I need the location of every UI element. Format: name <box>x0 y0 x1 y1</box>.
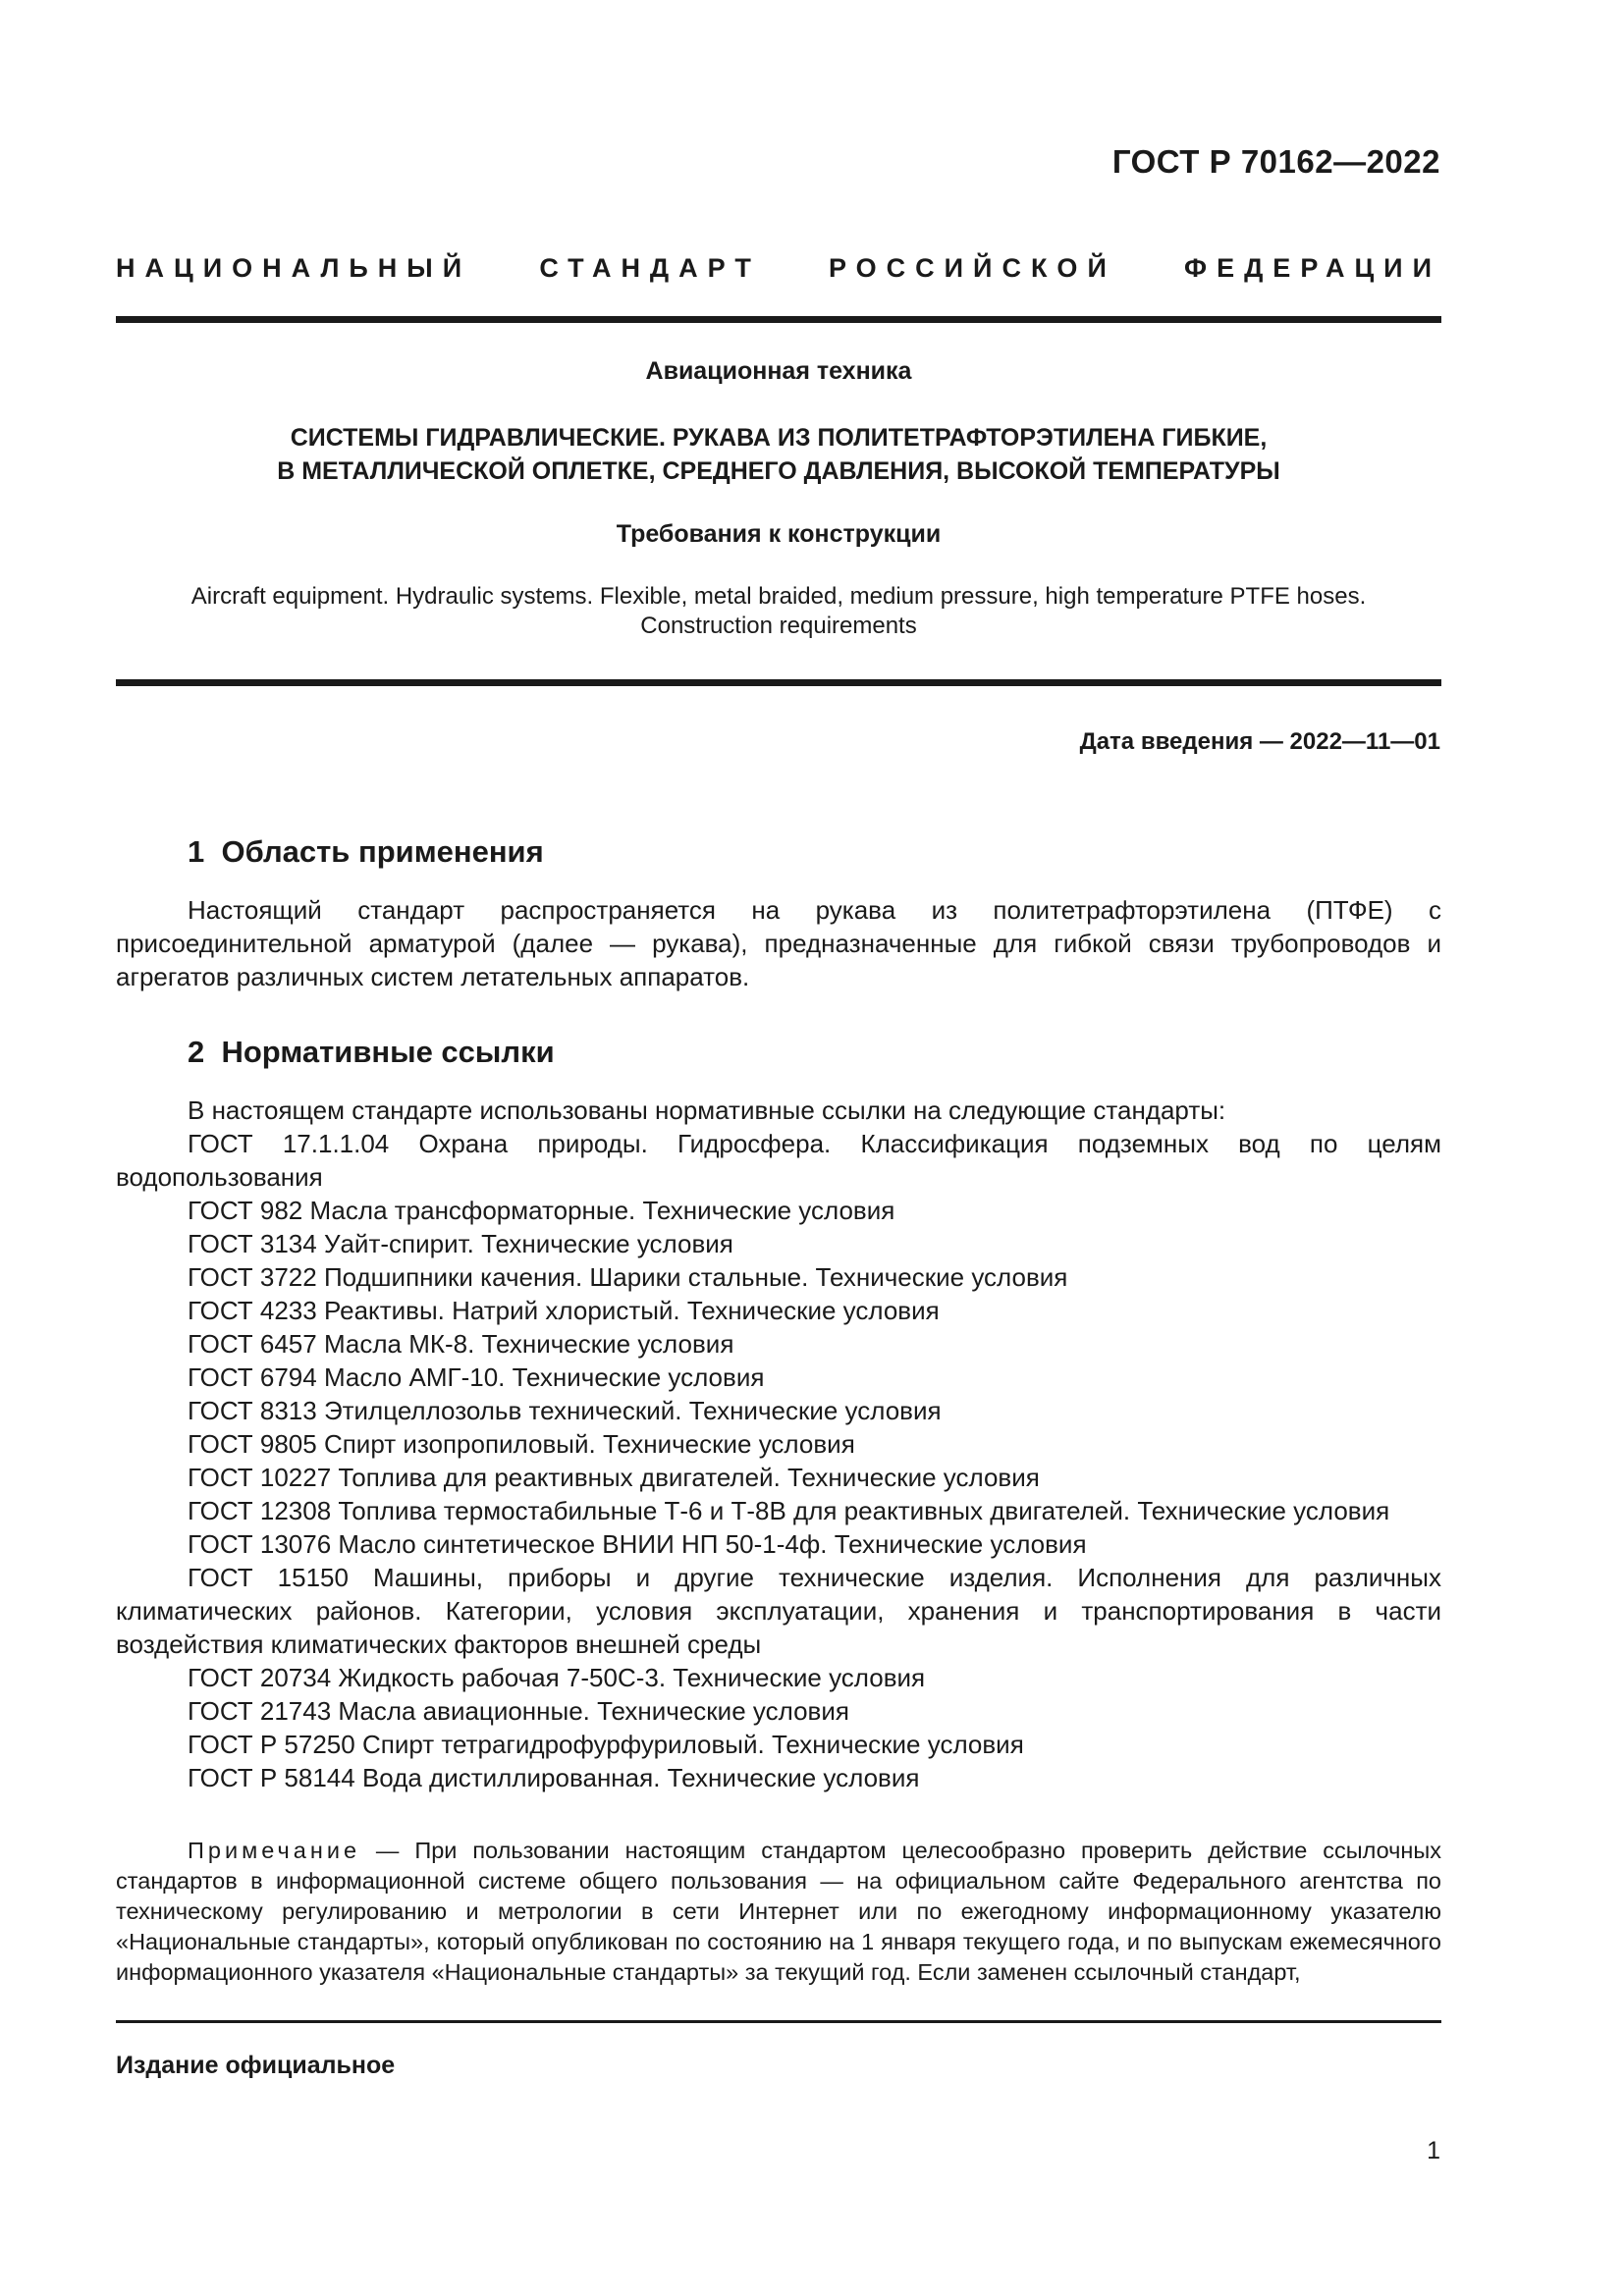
top-rule <box>116 316 1441 323</box>
page-number: 1 <box>1427 2137 1440 2164</box>
references-container <box>116 1127 1441 1794</box>
reference-code: ГОСТ 8313 <box>188 1396 317 1425</box>
note-paragraph <box>116 1836 1441 1988</box>
reference-item <box>116 1694 1441 1728</box>
reference-title: Масла МК-8. Технические условия <box>323 1329 734 1359</box>
reference-item <box>116 1527 1441 1561</box>
title-bottom-rule <box>116 679 1441 686</box>
reference-code: ГОСТ 6457 <box>188 1329 317 1359</box>
reference-item <box>116 1294 1441 1327</box>
document-title-line-1: СИСТЕМЫ ГИДРАВЛИЧЕСКИЕ. РУКАВА ИЗ ПОЛИТЕТРАФТОРЭТИЛЕНА ГИБКИЕ, <box>290 424 1268 452</box>
reference-code: ГОСТ Р 58144 <box>188 1763 355 1792</box>
reference-item <box>116 1461 1441 1494</box>
reference-item <box>116 1194 1441 1227</box>
reference-item <box>116 1227 1441 1260</box>
section-1-body <box>116 893 1441 993</box>
reference-code: ГОСТ 13076 <box>188 1529 332 1559</box>
document-subtitle: Требования к конструкции <box>616 520 942 548</box>
reference-title: Вода дистиллированная. Технические условия <box>361 1763 920 1792</box>
reference-title: Спирт тетрагидрофурфуриловый. Технические условия <box>361 1730 1024 1759</box>
footer-rule <box>116 2020 1441 2023</box>
reference-item <box>116 1260 1441 1294</box>
reference-code: ГОСТ 12308 <box>188 1496 332 1525</box>
reference-item <box>116 1561 1441 1661</box>
reference-item <box>116 1661 1441 1694</box>
reference-item <box>116 1494 1441 1527</box>
reference-title: Охрана природы. Гидросфера. Классификация подземных вод по целям водопользования <box>116 1129 1441 1192</box>
note-text: — При пользовании настоящим стандартом целесообразно проверить действие ссылочных стандартов в информационной системе общего пользования — на официальном сайте Федерального агентства по техническому регулированию и метрологии в сети Интернет или по ежегодному информационному указателю «Национальные стандарты», который опубликован по состоянию на 1 января текущего года, и по выпускам ежемесячного информационного указателя «Национальные стандарты» за текущий год. Если заменен ссылочный стандарт, <box>116 1838 1441 1985</box>
reference-item <box>116 1327 1441 1361</box>
reference-title: Машины, приборы и другие технические изделия. Исполнения для различных климатических районов. Категории, условия эксплуатации, хранения и транспортирования в части воздействия климатических факторов внешней среды <box>116 1563 1441 1659</box>
document-title-line-2: В МЕТАЛЛИЧЕСКОЙ ОПЛЕТКЕ, СРЕДНЕГО ДАВЛЕНИЯ, ВЫСОКОЙ ТЕМПЕРАТУРЫ <box>277 457 1280 485</box>
reference-item <box>116 1761 1441 1794</box>
reference-code: ГОСТ 4233 <box>188 1296 317 1325</box>
reference-code: ГОСТ 20734 <box>188 1663 332 1692</box>
reference-title: Реактивы. Натрий хлористый. Технические условия <box>323 1296 940 1325</box>
reference-code: ГОСТ 15150 <box>188 1563 349 1592</box>
reference-title: Жидкость рабочая 7-50С-3. Технические условия <box>338 1663 926 1692</box>
reference-code: ГОСТ 3134 <box>188 1229 317 1258</box>
reference-title: Этилцеллозольв технический. Технические условия <box>323 1396 942 1425</box>
reference-item <box>116 1361 1441 1394</box>
reference-code: ГОСТ 21743 <box>188 1696 332 1726</box>
note-label: Примечание <box>188 1838 361 1863</box>
reference-item <box>116 1394 1441 1427</box>
reference-code: ГОСТ 6794 <box>188 1362 317 1392</box>
introduction-date: Дата введения — 2022—11—01 <box>1079 728 1440 755</box>
section-1-paragraph: Настоящий стандарт распространяется на рукава из политетрафторэтилена (ПТФЕ) с присоединительной арматурой (далее — рукава), предназначенные для гибкой связи трубопроводов и агрегатов различных систем летательных аппаратов. <box>116 895 1441 991</box>
section-1-heading: 1 Область применения <box>188 834 544 869</box>
reference-title: Топлива термостабильные Т-6 и Т-8В для реактивных двигателей. Технические условия <box>338 1496 1390 1525</box>
reference-title: Спирт изопропиловый. Технические условия <box>323 1429 855 1459</box>
official-edition-label: Издание официальное <box>116 2052 396 2079</box>
reference-code: ГОСТ 9805 <box>188 1429 317 1459</box>
references-list <box>116 1094 1441 1794</box>
reference-code: ГОСТ 10227 <box>188 1463 332 1492</box>
reference-title: Масла авиационные. Технические условия <box>338 1696 849 1726</box>
document-number: ГОСТ Р 70162—2022 <box>1111 143 1440 180</box>
english-title-line-2: Construction requirements <box>640 613 917 639</box>
reference-title: Уайт-спирит. Технические условия <box>323 1229 733 1258</box>
reference-code: ГОСТ 3722 <box>188 1262 317 1292</box>
document-category: Авиационная техника <box>645 357 912 385</box>
reference-item <box>116 1728 1441 1761</box>
reference-title: Масла трансформаторные. Технические условия <box>309 1196 895 1225</box>
note-block <box>116 1836 1441 1988</box>
reference-code: ГОСТ 17.1.1.04 <box>188 1129 390 1158</box>
reference-item <box>116 1427 1441 1461</box>
references-intro: В настоящем стандарте использованы нормативные ссылки на следующие стандарты: <box>188 1095 1226 1125</box>
reference-title: Подшипники качения. Шарики стальные. Технические условия <box>323 1262 1068 1292</box>
english-title-line-1: Aircraft equipment. Hydraulic systems. Flexible, metal braided, medium pressure, high temperature PTFE hoses. <box>190 583 1367 610</box>
section-2-heading: 2 Нормативные ссылки <box>188 1035 555 1069</box>
reference-code: ГОСТ Р 57250 <box>188 1730 355 1759</box>
reference-title: Масло АМГ-10. Технические условия <box>323 1362 765 1392</box>
reference-title: Топлива для реактивных двигателей. Технические условия <box>338 1463 1040 1492</box>
national-standard-banner: НАЦИОНАЛЬНЫЙ СТАНДАРТ РОССИЙСКОЙ ФЕДЕРАЦИИ <box>116 253 1441 283</box>
reference-title: Масло синтетическое ВНИИ НП 50-1-4ф. Технические условия <box>338 1529 1087 1559</box>
reference-item <box>116 1127 1441 1194</box>
reference-code: ГОСТ 982 <box>188 1196 303 1225</box>
